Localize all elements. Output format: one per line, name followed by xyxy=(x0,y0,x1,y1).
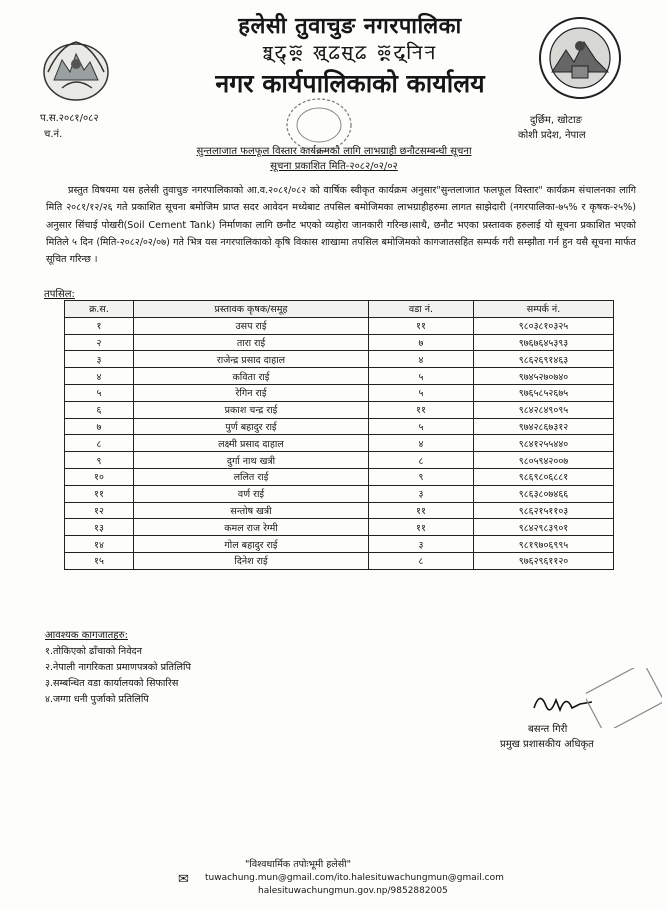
cell-contact: ९८४२९८३९०१ xyxy=(474,519,614,536)
cell-serial: ११ xyxy=(65,485,134,502)
cell-serial: ४ xyxy=(65,368,134,385)
cell-ward: ११ xyxy=(369,317,474,334)
beneficiary-table xyxy=(64,300,614,570)
cell-applicant: वर्ण राई xyxy=(134,485,369,502)
table-row xyxy=(65,334,614,351)
cell-applicant: पुर्ण बहादुर राई xyxy=(134,418,369,435)
cell-ward: ५ xyxy=(369,368,474,385)
cell-serial: ३ xyxy=(65,351,134,368)
cell-ward: ३ xyxy=(369,536,474,553)
signatory-name: बसन्त गिरी xyxy=(528,724,568,735)
cell-serial: १० xyxy=(65,468,134,485)
table-row xyxy=(65,435,614,452)
cell-applicant: गोल बहादुर राई xyxy=(134,536,369,553)
table-row xyxy=(65,384,614,401)
footer-website-phone: halesituwachungmun.gov.np/9852882005 xyxy=(258,886,448,896)
cell-contact: ९७६७६४५३९३ xyxy=(474,334,614,351)
cell-serial: १४ xyxy=(65,536,134,553)
document-item: २.नेपाली नागरिकता प्रमाणपत्रको प्रतिलिपि xyxy=(45,662,191,673)
cell-applicant: तारा राई xyxy=(134,334,369,351)
cell-ward: ९ xyxy=(369,468,474,485)
table-row xyxy=(65,485,614,502)
cell-applicant: रेगिन राई xyxy=(134,384,369,401)
document-item: ३.सम्बन्धित वडा कार्यालयको सिफारिस xyxy=(45,678,179,689)
cell-ward: ११ xyxy=(369,502,474,519)
cell-ward: ८ xyxy=(369,552,474,569)
cell-contact: ९८१९७०६९९५ xyxy=(474,536,614,553)
cell-ward: ५ xyxy=(369,418,474,435)
cell-applicant: लक्ष्मी प्रसाद दाहाल xyxy=(134,435,369,452)
official-stamp xyxy=(586,668,662,728)
municipality-name: हलेसी तुवाचुङ नगरपालिका xyxy=(238,13,462,39)
cell-serial: २ xyxy=(65,334,134,351)
dispatch-number: च.नं. xyxy=(44,129,63,140)
table-label: तपसिल: xyxy=(44,289,75,300)
document-item: १.तोकिएको ढाँचाको निवेदन xyxy=(45,646,142,657)
cell-serial: ६ xyxy=(65,401,134,418)
cell-applicant: ललित राई xyxy=(134,468,369,485)
cell-contact: ९८०३८१०३२५ xyxy=(474,317,614,334)
cell-contact: ९८६२१५११०३ xyxy=(474,502,614,519)
cell-contact: ९८४१२५५४४० xyxy=(474,435,614,452)
cell-serial: ८ xyxy=(65,435,134,452)
table-row xyxy=(65,536,614,553)
cell-applicant: प्रकाश चन्द्र राई xyxy=(134,401,369,418)
cell-serial: १२ xyxy=(65,502,134,519)
table-row xyxy=(65,452,614,469)
cell-ward: ४ xyxy=(369,351,474,368)
required-documents xyxy=(45,628,191,708)
cell-contact: ९७६५८५२६७५ xyxy=(474,384,614,401)
cell-ward: ४ xyxy=(369,435,474,452)
table-row xyxy=(65,401,614,418)
cell-ward: ५ xyxy=(369,384,474,401)
header-applicant: प्रस्तावक कृषक/समूह xyxy=(134,301,369,318)
table-row xyxy=(65,368,614,385)
notice-subject: सुन्तलाजात फलफूल विस्तार कार्यक्रमको लागि लाभग्राही छनौटसम्बन्धी सूचना xyxy=(196,146,472,157)
footer-slogan: "विश्वधार्मिक तपोःभूमी हलेसी" xyxy=(245,859,351,870)
table-row xyxy=(65,351,614,368)
table-header-row xyxy=(65,301,614,318)
office-name: नगर कार्यपालिकाको कार्यालय xyxy=(215,69,485,98)
cell-applicant: दुर्गा नाथ खत्री xyxy=(134,452,369,469)
cell-applicant: राजेन्द्र प्रसाद दाहाल xyxy=(134,351,369,368)
cell-serial: १५ xyxy=(65,552,134,569)
cell-serial: ५ xyxy=(65,384,134,401)
header-ward: वडा नं. xyxy=(369,301,474,318)
cell-ward: ८ xyxy=(369,452,474,469)
cell-applicant: कविता राई xyxy=(134,368,369,385)
address-line-2: कोशी प्रदेश, नेपाल xyxy=(518,130,586,141)
table-row xyxy=(65,418,614,435)
cell-contact: ९८६३८०७४६६ xyxy=(474,485,614,502)
publish-date: सूचना प्रकाशित मिति-२०८२/०२/०२ xyxy=(270,161,398,172)
nepal-emblem-icon xyxy=(40,32,112,104)
cell-contact: ९८६९८०६८८१ xyxy=(474,468,614,485)
cell-ward: ३ xyxy=(369,485,474,502)
cell-applicant: कमल राज रेग्मी xyxy=(134,519,369,536)
cell-contact: ९७४२८६७३१२ xyxy=(474,418,614,435)
cell-serial: ७ xyxy=(65,418,134,435)
header-contact: सम्पर्क नं. xyxy=(474,301,614,318)
cell-applicant: उसप राई xyxy=(134,317,369,334)
cell-contact: ९८०५९४२००७ xyxy=(474,452,614,469)
cell-contact: ९८६२६९१४६३ xyxy=(474,351,614,368)
cell-contact: ९७४५२७०७४० xyxy=(474,368,614,385)
document-item: ४.जग्गा धनी पुर्जाको प्रतिलिपि xyxy=(45,694,149,705)
cell-serial: ९ xyxy=(65,452,134,469)
table-row xyxy=(65,468,614,485)
cell-contact: ९८४२८४९०९५ xyxy=(474,401,614,418)
table-row xyxy=(65,502,614,519)
cell-serial: १३ xyxy=(65,519,134,536)
cell-ward: ११ xyxy=(369,519,474,536)
table-row xyxy=(65,552,614,569)
address-line-1: दुर्छिम, खोटाङ xyxy=(530,115,583,126)
municipality-name-script: 𑐳𑑂𑐰𑐸𑐡𑑂𑐂 𑐏𑐸𑐒𑐳𑐸𑐒 𑐂𑐡𑐸𑐬𑐶𑐬 xyxy=(262,40,438,64)
cell-applicant: दिनेश राई xyxy=(134,552,369,569)
header-serial: क्र.स. xyxy=(65,301,134,318)
documents-title: आवश्यक कागजातहरु: xyxy=(45,630,128,641)
table-row xyxy=(65,519,614,536)
cell-contact: ९७६२९६११२० xyxy=(474,552,614,569)
mail-icon: ✉ xyxy=(178,872,189,887)
footer-emails: tuwachung.mun@gmail.com/ito.halesituwachungmun@gmail.com xyxy=(205,873,504,883)
reference-number: प.स.२०८१/०८२ xyxy=(40,113,99,124)
cell-ward: ७ xyxy=(369,334,474,351)
cell-applicant: सन्तोष खत्री xyxy=(134,502,369,519)
cell-serial: १ xyxy=(65,317,134,334)
table-row xyxy=(65,317,614,334)
notice-body: प्रस्तुत विषयमा यस हलेसी तुवाचुङ नगरपालिकाको आ.व.२०८१/०८२ को वार्षिक स्वीकृत कार्यक्रम अनुसार"सुन्तलाजात फलफूल विस्तार" कार्यक्रम संचालनका लागि मिति २०८१/१२/२६ गते प्रकाशित सूचना बमोजिम प्राप्त सदर आवेदन मध्येबाट तपसिल बमोजिमका लाभग्राहीहरुमा लागत साझेदारी (नगरपालिका-७५% र कृषक-२५%) अनुसार सिंचाई पोखरी(Soil Cement Tank) निर्माणका लागि छनौट भएको व्यहोरा जानकारी गरिन्छ।साथै, छनौट भएका प्रस्तावक हरुलाई यो सूचना प्रकाशित भएको मितिले ५ दिन (मिति-२०८२/०२/०७) गते भित्र यस नगरपालिकाको कृषि विकास शाखामा तपसिल बमोजिमको कागजातसहित सम्पर्क गरी सम्झौता गर्न हुन यसै सूचना मार्फत सूचित गरिन्छ । xyxy=(46,185,636,266)
municipal-logo-icon xyxy=(538,16,622,100)
signatory-title: प्रमुख प्रशासकीय अधिकृत xyxy=(500,739,594,750)
cell-ward: ११ xyxy=(369,401,474,418)
